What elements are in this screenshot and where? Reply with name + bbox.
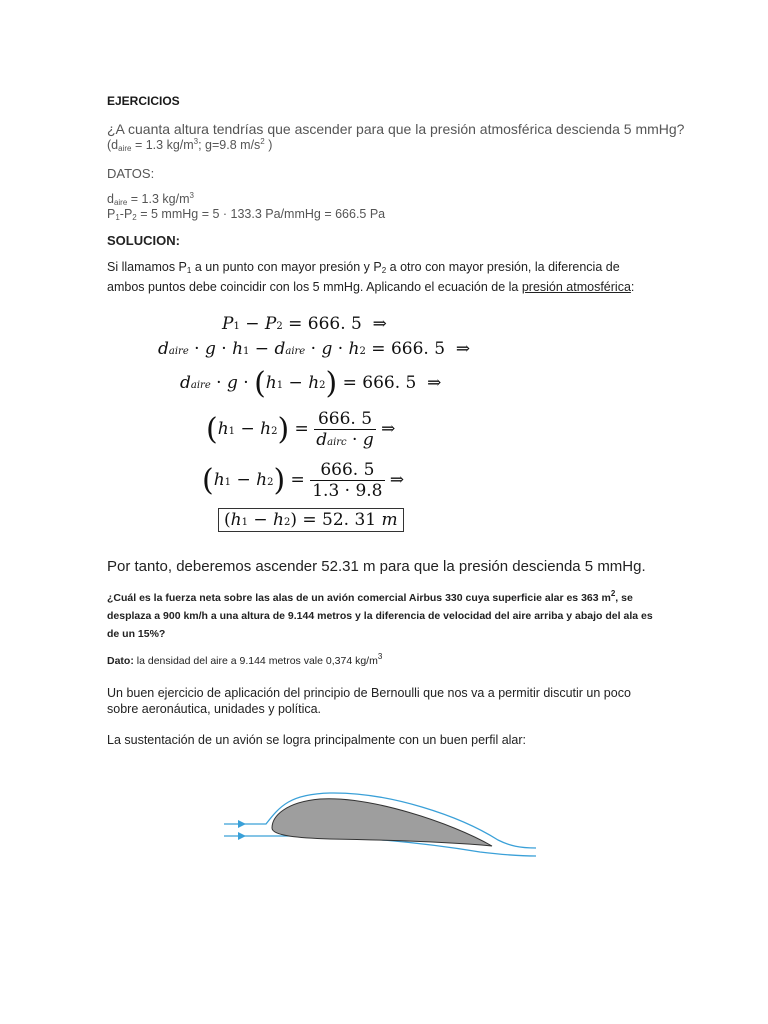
equation-result-boxed: (h1 − h2) = 52. 31 m xyxy=(218,510,404,530)
equation-3: daire · g · (h1 − h2) = 666. 5 ⇒ xyxy=(180,366,442,401)
solucion-label: SOLUCION: xyxy=(107,233,180,248)
equation-4: (h1 − h2) = $\frac{666. 5}{\text{dairc · g}}$ ⇒ xyxy=(206,409,396,450)
sustentacion-paragraph: La sustentación de un avión se logra principalmente con un buen perfil alar: xyxy=(107,733,527,747)
equation-1: P1 − P2 = 666. 5 ⇒ xyxy=(222,314,387,334)
equation-2: daire · g · h1 − daire · g · h2 = 666. 5 ⇒ xyxy=(158,339,471,359)
datos-density: $d_{aire} = 1.3$ $kg/m^3$ xyxy=(107,191,194,207)
wing-profile xyxy=(272,799,492,846)
datos-label: DATOS: xyxy=(107,166,155,181)
equation-5: (h1 − h2) = $\frac{666. 5}{1.3 \cdot 9.8}$ ⇒ xyxy=(202,460,405,501)
dato-line: Dato: la densidad del aire a 9.144 metros vale 0,374 $kg/m^3$ xyxy=(107,652,383,667)
bernoulli-paragraph: Un buen ejercicio de aplicación del principio de Bernoulli que nos va a permitir discutir un poco sobre aeronáutica, unidades y política. xyxy=(107,686,631,716)
question-1-line-2: ($d_{aire} = 1.3$ $kg/m^3$; g=9.8 $m/s^2$ ) xyxy=(107,137,273,153)
arrow-lower xyxy=(238,832,246,840)
solucion-paragraph: Si llamamos $P_1$ a un punto con mayor presión y $P_2$ a otro con mayor presión, la diferencia de ambos puntos debe coincidir con los 5 mmHg. Aplicando el ecuación de la presión atmosférica: xyxy=(107,260,635,294)
conclusion-text: Por tanto, deberemos ascender 52.31 m para que la presión descienda 5 mmHg. xyxy=(107,558,646,575)
presion-atmosferica-link[interactable]: presión atmosférica xyxy=(521,280,631,294)
question-1-line-1: ¿A cuanta altura tendrías que ascender para que la presión atmosférica descienda 5 mmHg? xyxy=(107,121,685,137)
datos-pressure: $P_1-P_2 = 5$ mmHg = 5 · 133.3 Pa/mmHg = 666.5 Pa xyxy=(107,207,386,222)
section-heading: EJERCICIOS xyxy=(107,94,180,108)
arrow-upper xyxy=(238,820,246,828)
airfoil-diagram xyxy=(220,776,540,866)
question-2: ¿Cuál es la fuerza neta sobre las alas de un avión comercial Airbus 330 cuya superficie alar es 363 $m^2$, se desplaza a 900 km/h a una altura de 9.144 metros y la diferencia de velocidad del aire arriba y abajo del ala es de un 15%? xyxy=(107,589,653,640)
